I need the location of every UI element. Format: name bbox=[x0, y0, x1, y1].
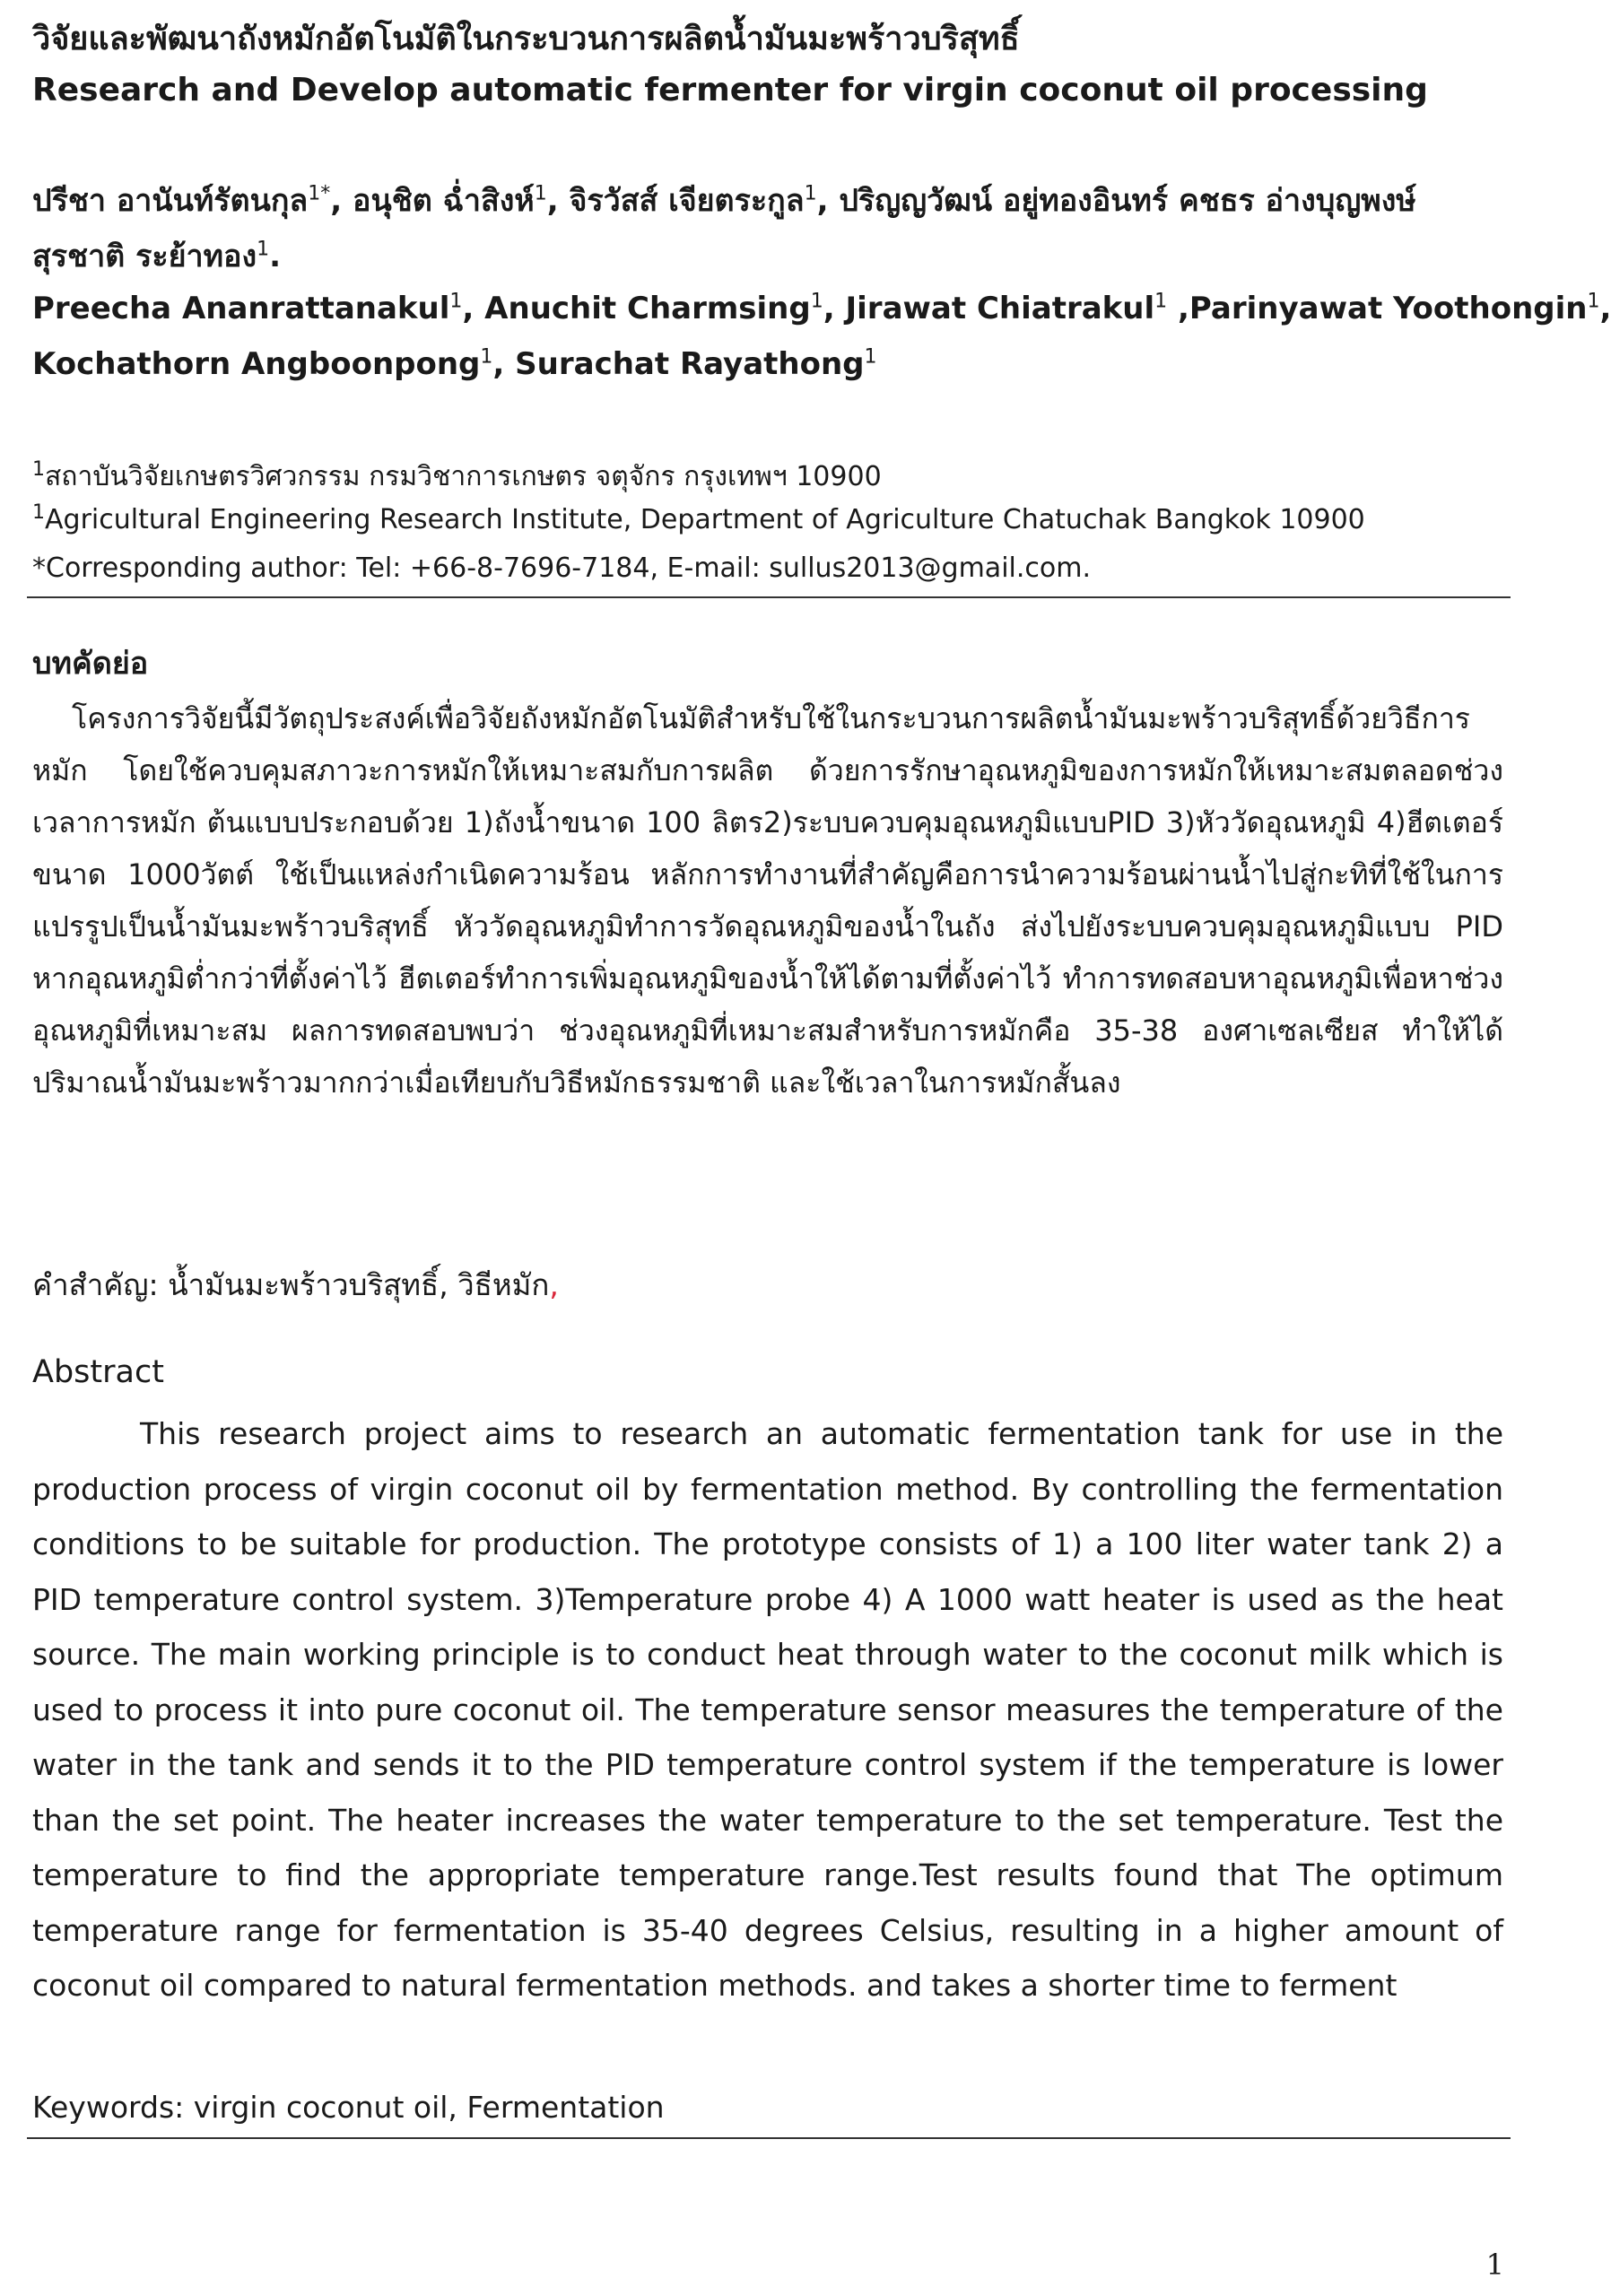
author-name: Parinyawat Yoothongin bbox=[1189, 291, 1588, 326]
keywords-english: Keywords: virgin coconut oil, Fermentation bbox=[32, 2090, 665, 2125]
affiliation-text: สถาบันวิจัยเกษตรวิศวกรรม กรมวิชาการเกษตร จตุจักร กรุงเทพฯ 10900 bbox=[45, 461, 882, 492]
author-separator: , bbox=[1167, 291, 1189, 326]
header-divider bbox=[27, 596, 1511, 598]
author-separator: , bbox=[492, 346, 516, 382]
author-separator: , bbox=[823, 291, 846, 326]
author-affiliation-mark: 1 bbox=[804, 182, 817, 205]
affiliation-english bbox=[32, 501, 1365, 535]
author-name: อนุชิต ฉ่ำสิงห์ bbox=[353, 183, 535, 219]
affiliation-mark: 1 bbox=[32, 458, 45, 481]
author-affiliation-mark: 1 bbox=[1587, 290, 1600, 313]
title-thai: วิจัยและพัฒนาถังหมักอัตโนมัติในกระบวนการผลิตน้ำมันมะพร้าวบริสุทธิ์ bbox=[32, 21, 1020, 57]
keywords-label: คำสำคัญ: bbox=[32, 1267, 169, 1302]
author-name: สุรชาติ ระย้าทอง bbox=[32, 239, 257, 274]
keywords-text: น้ำมันมะพร้าวบริสุทธิ์, วิธีหมัก bbox=[168, 1267, 550, 1302]
keywords-thai bbox=[32, 1261, 559, 1309]
abstract-english-heading: Abstract bbox=[32, 1354, 164, 1390]
corresponding-author: *Corresponding author: Tel: +66-8-7696-7184, E-mail: sullus2013@gmail.com. bbox=[32, 552, 1092, 584]
author-separator: , bbox=[330, 183, 353, 219]
author-name: Kochathorn Angboonpong bbox=[32, 346, 481, 382]
keywords-trailing-mark: , bbox=[549, 1267, 559, 1302]
page-number: 1 bbox=[1485, 2248, 1504, 2282]
author-name: Jirawat Chiatrakul bbox=[845, 291, 1155, 326]
abstract-thai-body: โครงการวิจัยนี้มีวัตถุประสงค์เพื่อวิจัยถังหมักอัตโนมัติสำหรับใช้ในกระบวนการผลิตน้ำมันมะพร้าวบริสุทธิ์ด้วยวิธีการหมัก โดยใช้ควบคุมสภาวะการหมักให้เหมาะสมกับการผลิต ด้วยการรักษาอุณหภูมิของการหมักให้เหมาะสมตลอดช่วงเวลาการหมัก ต้นแบบประกอบด้วย 1)ถังน้ำขนาด 100 ลิตร2)ระบบควบคุมอุณหภูมิแบบPID 3)หัววัดอุณหภูมิ 4)ฮีตเตอร์ขนาด 1000วัตต์ ใช้เป็นแหล่งกำเนิดความร้อน หลักการทำงานที่สำคัญคือการนำความร้อนผ่านน้ำไปสู่กะทิที่ใช้ในการแปรรูปเป็นน้ำมันมะพร้าวบริสุทธิ์ หัววัดอุณหภูมิทำการวัดอุณหภูมิของน้ำในถัง ส่งไปยังระบบควบคุมอุณหภูมิแบบ PID หากอุณหภูมิต่ำกว่าที่ตั้งค่าไว้ ฮีตเตอร์ทำการเพิ่มอุณหภูมิของน้ำให้ได้ตามที่ตั้งค่าไว้ ทำการทดสอบหาอุณหภูมิเพื่อหาช่วงอุณหภูมิที่เหมาะสม ผลการทดสอบพบว่า ช่วงอุณหภูมิที่เหมาะสมสำหรับการหมักคือ 35-38 องศาเซลเซียส ทำให้ได้ปริมาณน้ำมันมะพร้าวมากกว่าเมื่อเทียบกับวิธีหมักธรรมชาติ และใช้เวลาในการหมักสั้นลง bbox=[32, 701, 1503, 1100]
affiliation-mark: 1 bbox=[32, 501, 45, 524]
author-name: Surachat Rayathong bbox=[515, 346, 865, 382]
author-affiliation-mark: 1 bbox=[1154, 290, 1168, 313]
author-separator: , bbox=[816, 183, 840, 219]
author-end-mark: . bbox=[269, 239, 281, 274]
author-name: จิรวัสส์ เจียตระกูล bbox=[569, 183, 805, 219]
abstract-english-body: This research project aims to research an automatic fermentation tank for use in the production process of virgin coconut oil by fermentation method. By controlling the fermentation conditions to be suitable for production. The prototype consists of 1) a 100 liter water tank 2) a PID temperature control system. 3)Temperature probe 4) A 1000 watt heater is used as the heat source. The main working principle is to conduct heat through water to the coconut milk which is used to process it into pure coconut oil. The temperature sensor measures the temperature of the water in the tank and sends it to the PID temperature control system if the temperature is lower than the set point. The heater increases the water temperature to the set temperature. Test the temperature to find the appropriate temperature range.Test results found that The optimum temperature range for fermentation is 35-40 degrees Celsius, resulting in a higher amount of coconut oil compared to natural fermentation methods. and takes a shorter time to ferment bbox=[32, 1416, 1503, 2003]
title-english: Research and Develop automatic fermenter for virgin coconut oil processing bbox=[32, 72, 1428, 109]
footer-divider bbox=[27, 2137, 1511, 2139]
authors-english-line-2 bbox=[32, 346, 877, 382]
authors-english-line-1 bbox=[32, 291, 1611, 326]
affiliation-text: Agricultural Engineering Research Institute, Department of Agriculture Chatuchak Bangkok 10900 bbox=[45, 504, 1365, 535]
author-separator: , bbox=[462, 291, 485, 326]
author-affiliation-mark: 1 bbox=[810, 290, 823, 313]
abstract-thai-heading: บทคัดย่อ bbox=[32, 646, 149, 682]
author-name: Preecha Ananrattanakul bbox=[32, 291, 450, 326]
author-affiliation-mark: 1 bbox=[449, 290, 463, 313]
author-separator: , bbox=[1599, 291, 1611, 326]
author-name: Anuchit Charmsing bbox=[484, 291, 811, 326]
author-name: ปริญญวัฒน์ อยู่ทองอินทร์ คชธร อ่างบุญพงษ์ bbox=[839, 183, 1416, 219]
author-affiliation-mark: 1 bbox=[480, 345, 493, 369]
author-name: ปรีชา อานันท์รัตนกุล bbox=[32, 183, 309, 219]
affiliation-thai bbox=[32, 456, 882, 498]
authors-thai-line-2 bbox=[32, 231, 281, 280]
author-separator: , bbox=[546, 183, 570, 219]
author-affiliation-mark: 1 bbox=[534, 182, 547, 205]
author-affiliation-mark: 1 bbox=[257, 238, 270, 261]
authors-thai-line-1 bbox=[32, 176, 1416, 224]
author-affiliation-mark: 1 bbox=[864, 345, 877, 369]
author-affiliation-mark: 1* bbox=[308, 182, 331, 205]
